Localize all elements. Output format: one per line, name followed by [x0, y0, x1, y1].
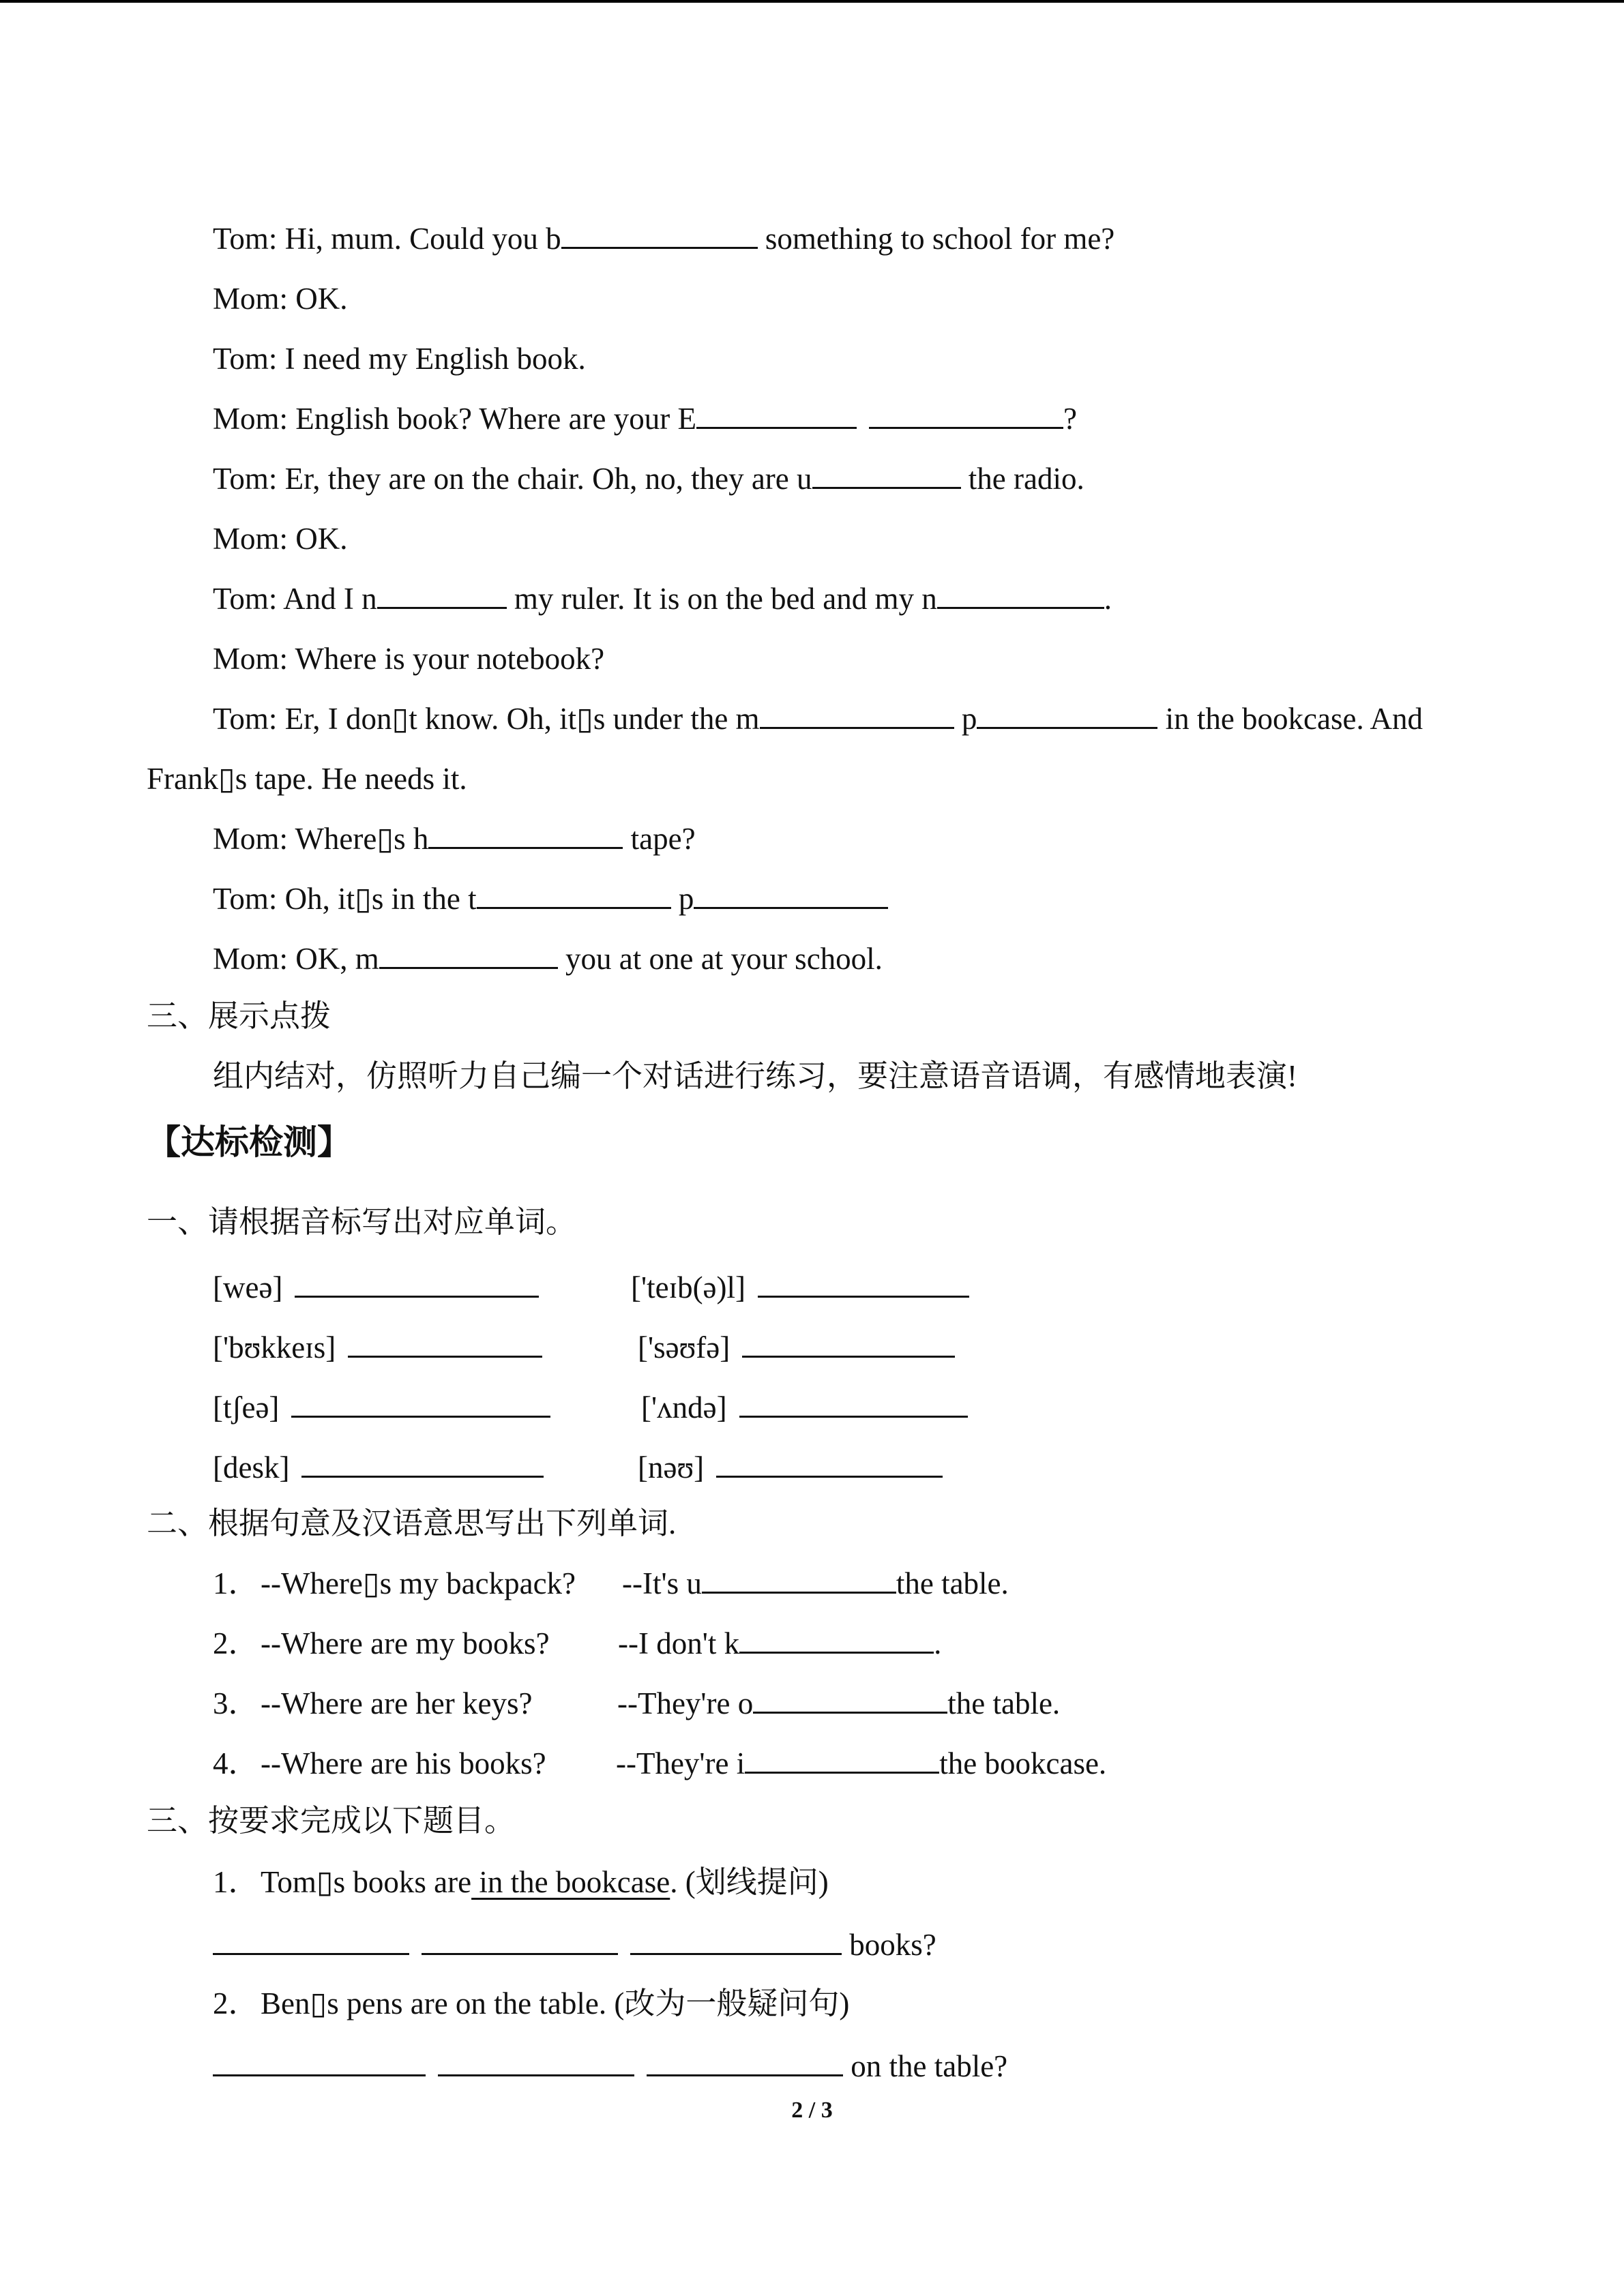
check-heading: 【达标检测】	[147, 1122, 351, 1162]
question-number: 4．	[213, 1746, 259, 1780]
answer-blank[interactable]	[739, 1388, 968, 1418]
question-text: --Where are my books?	[261, 1626, 550, 1660]
answer-blank[interactable]	[812, 460, 961, 489]
answer-line: on the table?	[213, 2046, 1007, 2087]
dialogue-line: Tom: Er, they are on the chair. Oh, no, they are u the radio.	[213, 458, 1084, 499]
answer-blank[interactable]	[422, 1926, 618, 1955]
answer-blank[interactable]	[758, 1268, 969, 1298]
answer-blank[interactable]	[739, 1624, 934, 1654]
answer-blank[interactable]	[742, 1328, 955, 1358]
top-rule	[0, 0, 1624, 3]
dialogue-line: Mom: Where▯s h tape?	[213, 818, 696, 859]
answer-line: --I don't k .	[618, 1623, 941, 1664]
answer-blank[interactable]	[745, 1744, 939, 1774]
answer-blank[interactable]	[647, 2047, 843, 2076]
dialogue-line: Mom: English book? Where are your E ?	[213, 398, 1077, 439]
answer-blank[interactable]	[753, 1684, 947, 1714]
phonetic-item: ['səʊfə]	[638, 1327, 955, 1368]
dialogue-line: Tom: Hi, mum. Could you b something to school for me?	[213, 218, 1114, 259]
question-number: 2．	[213, 1626, 259, 1660]
part3-title: 三、按要求完成以下题目。	[147, 1804, 516, 1838]
question-text: --Where are his books?	[261, 1746, 546, 1780]
answer-line: books?	[213, 1924, 936, 1965]
dialogue-line: Tom: I need my English book.	[213, 342, 586, 376]
phonetic-item: [nəʊ]	[638, 1447, 943, 1488]
section-instruction: 组内结对，仿照听力自己编一个对话进行练习，要注意语音语调，有感情地表演!	[213, 1059, 1297, 1093]
dialogue-line: Tom: Er, I don▯t know. Oh, it▯s under the m p in the bookcase. And	[213, 698, 1423, 739]
question-text: --Where are her keys?	[261, 1686, 533, 1720]
answer-blank[interactable]	[213, 2047, 426, 2076]
answer-blank[interactable]	[377, 580, 507, 609]
question-number: 2．	[213, 1986, 259, 2021]
phonetic-item: ['teɪb(ə)l]	[631, 1267, 969, 1308]
dialogue-line: Mom: OK, m you at one at your school.	[213, 938, 883, 979]
dialogue-line: Tom: And I n my ruler. It is on the bed and my n .	[213, 578, 1112, 619]
underlined-phrase: in the bookcase	[471, 1865, 670, 1899]
answer-blank[interactable]	[213, 1926, 409, 1955]
answer-blank[interactable]	[937, 580, 1104, 609]
answer-blank[interactable]	[702, 1564, 896, 1594]
phonetic-item: [desk]	[213, 1447, 544, 1488]
phonetic-item: ['ʌndə]	[641, 1387, 968, 1428]
question-number: 3．	[213, 1686, 259, 1720]
dialogue-line: Frank▯s tape. He needs it.	[147, 762, 467, 796]
phonetic-item: [weə]	[213, 1267, 539, 1308]
question-text: --Where▯s my backpack?	[261, 1566, 576, 1600]
answer-blank[interactable]	[977, 700, 1157, 729]
answer-blank[interactable]	[379, 940, 558, 969]
answer-blank[interactable]	[291, 1388, 550, 1418]
dialogue-line: Mom: OK.	[213, 282, 348, 316]
dialogue-line: Tom: Oh, it▯s in the t p	[213, 878, 888, 919]
section-title: 三、展示点拨	[147, 999, 331, 1033]
answer-blank[interactable]	[630, 1926, 842, 1955]
answer-blank[interactable]	[438, 2047, 634, 2076]
question-text: Ben▯s pens are on the table. (改为一般疑问句)	[261, 1986, 850, 2021]
answer-line: --It's u the table.	[622, 1563, 1009, 1604]
answer-blank[interactable]	[694, 880, 888, 909]
answer-line: --They're o the table.	[617, 1683, 1060, 1724]
answer-blank[interactable]	[348, 1328, 542, 1358]
question-number: 1．	[213, 1865, 259, 1899]
answer-line: --They're i the bookcase.	[616, 1743, 1106, 1784]
page-number: 2 / 3	[791, 2098, 833, 2123]
question-text: Tom▯s books are in the bookcase. (划线提问)	[261, 1865, 829, 1899]
answer-blank[interactable]	[760, 700, 954, 729]
answer-blank[interactable]	[295, 1268, 539, 1298]
answer-blank[interactable]	[716, 1448, 943, 1478]
answer-blank[interactable]	[869, 400, 1063, 429]
part2-title: 二、根据句意及汉语意思写出下列单词.	[147, 1506, 677, 1540]
phonetic-item: [tʃeə]	[213, 1387, 550, 1428]
phonetic-item: ['bʊkkeɪs]	[213, 1327, 542, 1368]
answer-blank[interactable]	[428, 820, 623, 849]
answer-blank[interactable]	[561, 220, 758, 249]
dialogue-line: Mom: Where is your notebook?	[213, 642, 605, 676]
dialogue-line: Mom: OK.	[213, 522, 348, 556]
answer-blank[interactable]	[301, 1448, 544, 1478]
answer-blank[interactable]	[696, 400, 857, 429]
answer-blank[interactable]	[477, 880, 671, 909]
part1-title: 一、请根据音标写出对应单词。	[147, 1205, 577, 1239]
question-number: 1．	[213, 1566, 259, 1600]
